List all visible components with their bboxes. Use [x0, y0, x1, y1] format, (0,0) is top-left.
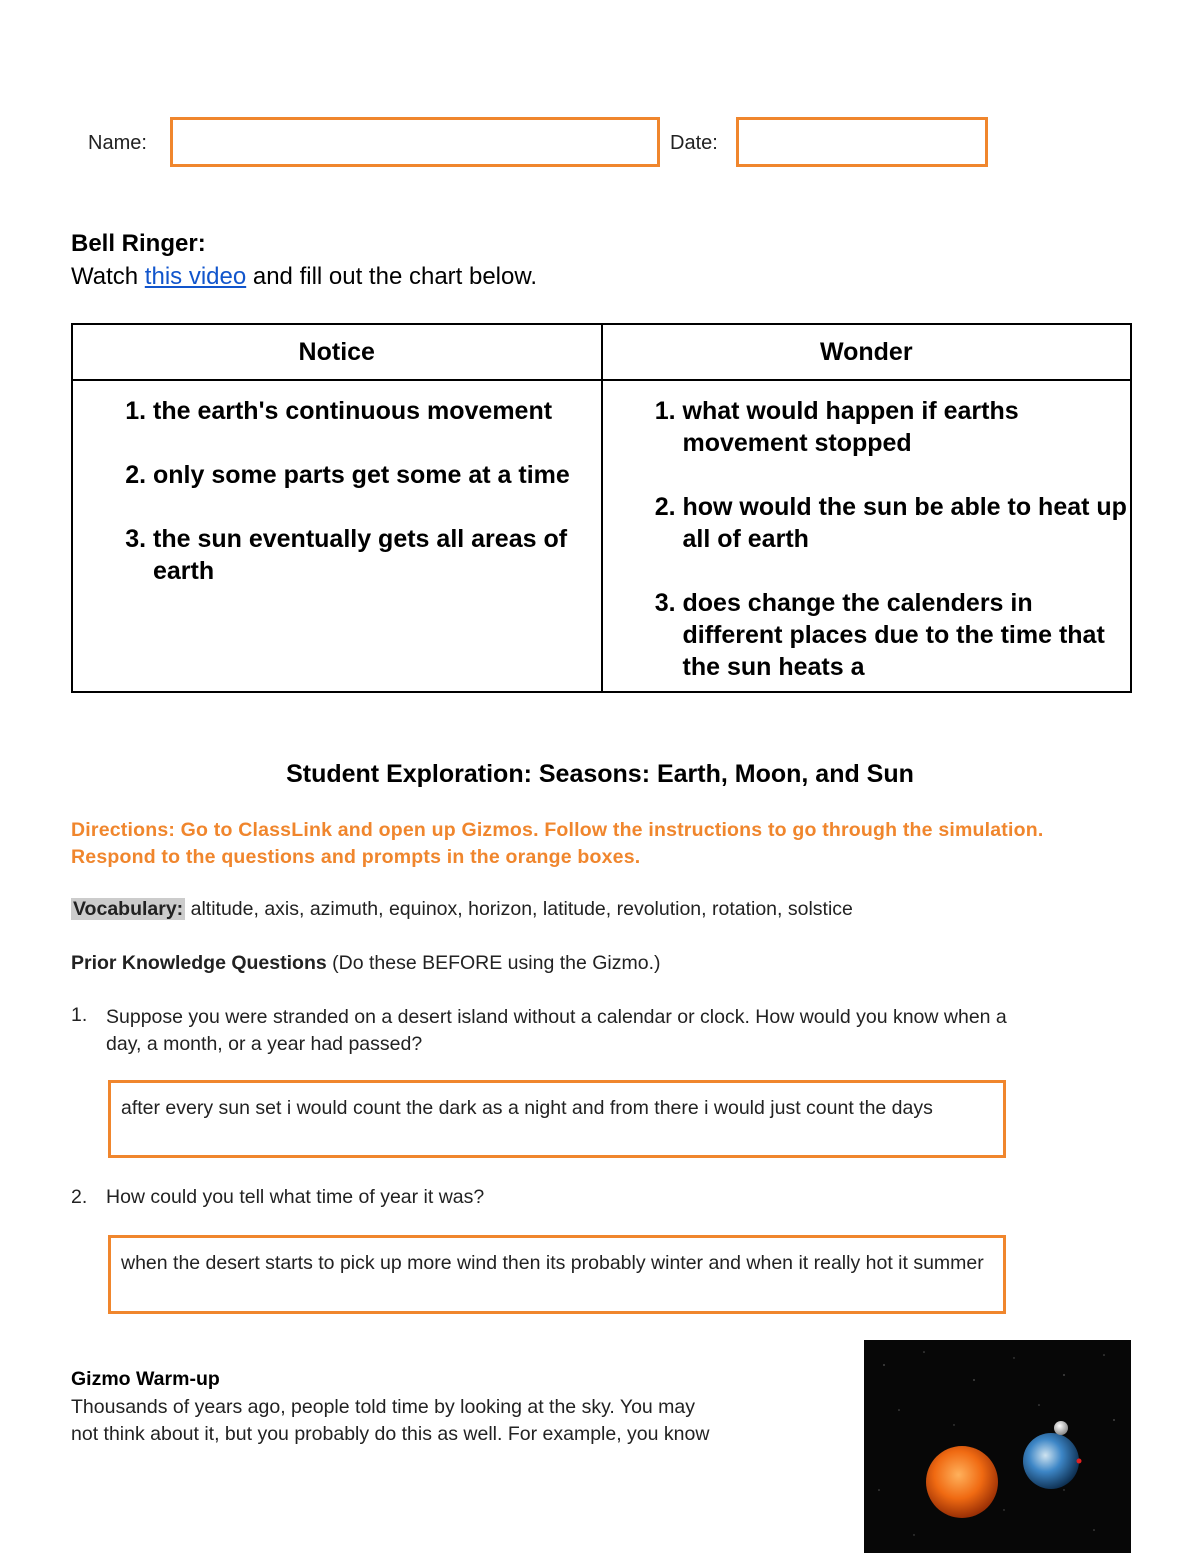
name-field[interactable]	[170, 117, 660, 167]
date-label: Date:	[670, 132, 718, 154]
date-field[interactable]	[736, 117, 988, 167]
vocabulary-label: Vocabulary:	[73, 898, 184, 920]
wonder-item: 2. how would the sun be able to heat up all of earth	[683, 491, 1131, 555]
bell-ringer-title: Bell Ringer:	[71, 230, 206, 257]
question-2-text: How could you tell what time of year it was?	[106, 1186, 485, 1208]
exploration-title: Student Exploration: Seasons: Earth, Moon, and Sun	[286, 760, 914, 788]
prior-knowledge-title: Prior Knowledge Questions	[71, 952, 327, 974]
question-1-line-1: Suppose you were stranded on a desert island without a calendar or clock. How would you know when a	[106, 1006, 1007, 1028]
warmup-line-2: not think about it, but you probably do this as well. For example, you know	[71, 1423, 710, 1445]
wonder-list	[603, 395, 1131, 683]
warmup-line-1: Thousands of years ago, people told time by looking at the sky. You may	[71, 1396, 696, 1418]
directions-line-1: Directions: Go to ClassLink and open up Gizmos. Follow the instructions to go through the simulation.	[71, 819, 1044, 841]
name-label: Name:	[88, 132, 147, 154]
gizmo-space-image	[864, 1340, 1131, 1553]
warmup-title: Gizmo Warm-up	[71, 1368, 220, 1390]
notice-list	[73, 395, 601, 587]
prior-knowledge-heading	[71, 952, 661, 975]
question-1-text	[106, 1004, 1007, 1058]
moon-shape	[1054, 1421, 1068, 1435]
answer-1-box[interactable]: after every sun set i would count the dark as a night and from there i would just count the days	[108, 1080, 1006, 1158]
directions-line-2: Respond to the questions and prompts in the orange boxes.	[71, 846, 641, 868]
directions-text	[71, 817, 1151, 871]
bell-ringer-suffix: and fill out the chart below.	[252, 263, 538, 290]
wonder-header: Wonder	[602, 324, 1132, 380]
prior-knowledge-note: (Do these BEFORE using the Gizmo.)	[332, 952, 661, 974]
video-link[interactable]: this video	[144, 263, 247, 290]
wonder-item: 3. does change the calenders in different places due to the time that the sun heats a	[683, 587, 1131, 683]
sun-shape	[926, 1446, 998, 1518]
bell-ringer-prefix: Watch	[71, 263, 139, 290]
notice-item: 3. the sun eventually gets all areas of earth	[153, 523, 601, 587]
earth-shape	[1023, 1433, 1079, 1489]
wonder-cell[interactable]	[602, 380, 1132, 692]
question-1-line-2: day, a month, or a year had passed?	[106, 1033, 423, 1055]
notice-item: 1. the earth's continuous movement	[153, 395, 601, 427]
notice-cell[interactable]	[72, 380, 602, 692]
bell-ringer-instructions	[71, 263, 537, 291]
question-2-number: 2.	[71, 1186, 88, 1208]
question-1-number: 1.	[71, 1004, 88, 1026]
vocabulary-list: altitude, axis, azimuth, equinox, horizon, latitude, revolution, rotation, solstice	[190, 898, 853, 920]
wonder-item: 1. what would happen if earths movement stopped	[683, 395, 1131, 459]
warmup-text	[71, 1394, 709, 1448]
notice-item: 2. only some parts get some at a time	[153, 459, 601, 491]
vocabulary-line	[71, 898, 853, 921]
notice-wonder-chart	[71, 323, 1132, 693]
answer-2-box[interactable]: when the desert starts to pick up more wind then its probably winter and when it really hot it summer	[108, 1235, 1006, 1314]
sun-earth-moon-illustration	[864, 1340, 1131, 1553]
notice-header: Notice	[72, 324, 602, 380]
